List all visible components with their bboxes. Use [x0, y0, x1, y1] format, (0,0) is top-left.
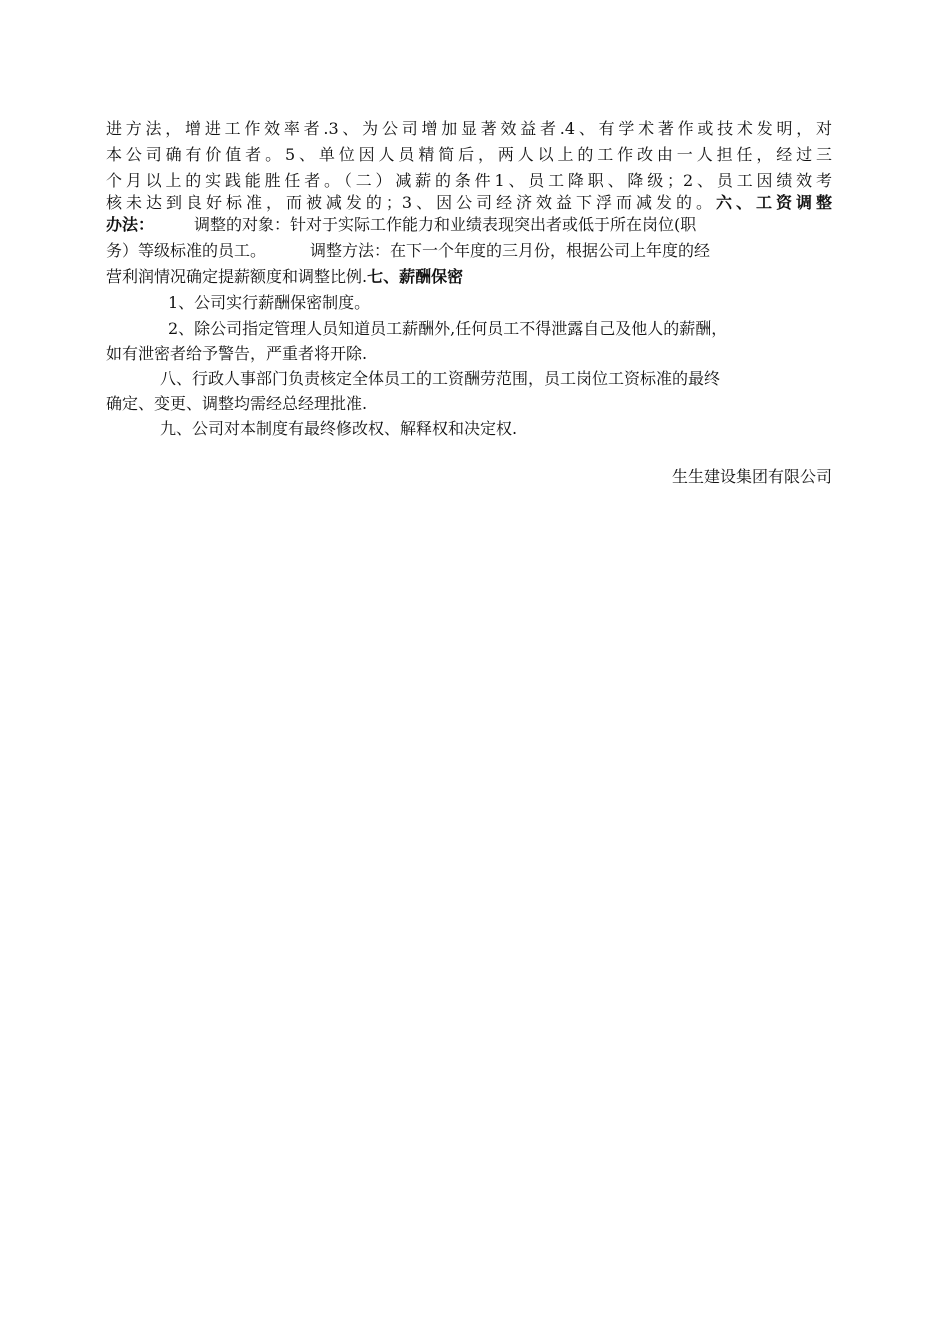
body-text: 调整的对象：针对于实际工作能力和业绩表现突出者或低于所在岗位(职 — [194, 215, 697, 234]
section-heading-6-cont: 办法： — [106, 215, 155, 234]
body-line-5 — [106, 214, 696, 236]
company-signature: 生生建设集团有限公司 — [671, 467, 832, 486]
body-text: 核未达到良好标准，而被减发的；3、因公司经济效益下浮而减发的。 — [106, 193, 717, 212]
body-text: 1、公司实行薪酬保密制度。 — [168, 293, 371, 312]
body-text: 八、行政人事部门负责核定全体员工的工资酬劳范围，员工岗位工资标准的最终 — [160, 369, 721, 388]
body-text: 九、公司对本制度有最终修改权、解释权和决定权. — [160, 419, 518, 438]
body-line-1 — [106, 118, 832, 140]
body-text: 营利润情况确定提薪额度和调整比例. — [106, 267, 368, 286]
body-text: 2、除公司指定管理人员知道员工薪酬外,任何员工不得泄露自己及他人的薪酬， — [168, 319, 728, 338]
section-heading-7: 七、薪酬保密 — [367, 267, 464, 286]
body-line-8 — [168, 292, 370, 314]
body-text: 如有泄密者给予警告，严重者将开除. — [106, 344, 368, 363]
body-line-13 — [160, 418, 517, 440]
body-text: 调整方法：在下一个年度的三月份，根据公司上年度的经 — [310, 241, 711, 260]
body-text: 确定、变更、调整均需经总经理批准. — [106, 394, 368, 413]
body-line-3 — [106, 170, 832, 192]
body-text: 进方法，增进工作效率者.3、为公司增加显著效益者.4、有学术著作或技术发明，对 — [106, 119, 832, 138]
body-line-11 — [160, 368, 720, 390]
body-line-12 — [106, 393, 367, 415]
body-line-9 — [168, 318, 727, 340]
body-text: 本公司确有价值者。5、单位因人员精简后，两人以上的工作改由一人担任，经过三 — [106, 145, 832, 164]
body-line-10 — [106, 343, 367, 365]
body-line-6 — [106, 240, 710, 262]
body-text: 个月以上的实践能胜任者。（二）减薪的条件1、员工降职、降级；2、员工因绩效考 — [106, 171, 832, 190]
body-text: 务）等级标准的员工。 — [106, 241, 267, 260]
body-line-4 — [106, 192, 832, 214]
body-line-2 — [106, 144, 832, 166]
section-heading-6: 六、工资调整 — [716, 193, 832, 212]
body-line-7 — [106, 266, 463, 288]
